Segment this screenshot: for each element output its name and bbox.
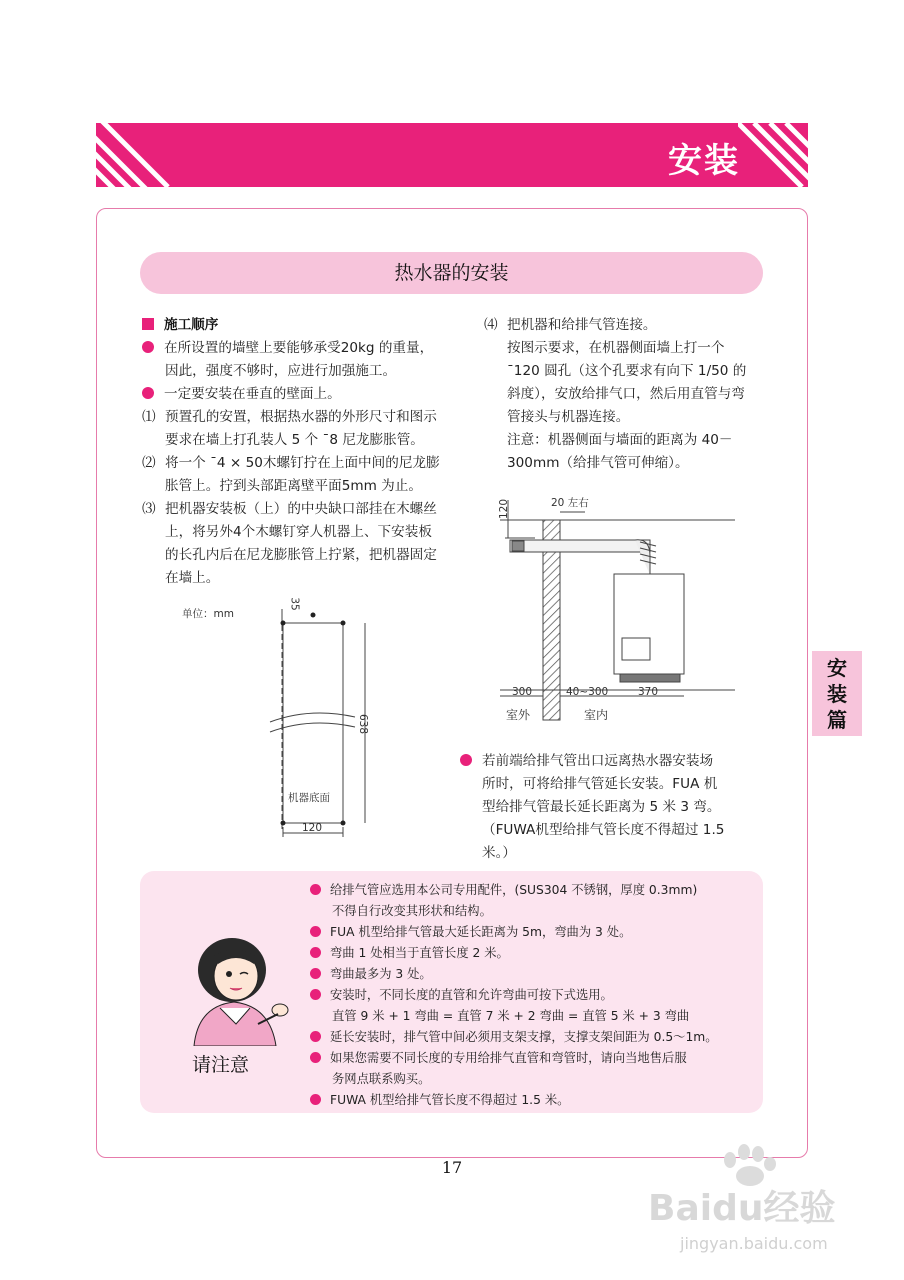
banner-stripes-right — [738, 123, 808, 187]
extension-note: 若前端给排气管出口远离热水器安装场 所时，可将给排气管延长安装。FUA 机 型给排气管最长延长距离为 5 米 3 弯。 （FUWA机型给排气管长度不得超过 1.5 米。） — [460, 750, 724, 865]
dim-height: 638 — [357, 713, 370, 735]
caution-character-illustration — [180, 928, 290, 1046]
bullet-icon — [142, 341, 154, 353]
banner-stripes-left — [96, 123, 176, 187]
step-3-continuation: 上，将另外4个木螺钉穿人机器上、下安装板 — [165, 524, 432, 540]
bullet-icon — [310, 968, 321, 979]
step-4: ⑷ 把机器和给排气管连接。 — [484, 317, 657, 333]
bullet-icon — [310, 1094, 321, 1105]
caution-list — [310, 880, 750, 1111]
construction-steps — [142, 314, 472, 590]
list-item-continuation: 不得自行改变其形状和结构。 — [332, 904, 492, 918]
bullet-icon — [310, 1031, 321, 1042]
step-4-continuation: 注意：机器侧面与墙面的距离为 40－ — [507, 432, 733, 448]
label-indoor: 室内 — [584, 708, 609, 722]
list-item: 在所设置的墙壁上要能够承受20kg 的重量， — [142, 337, 472, 360]
step-1: ⑴ 预置孔的安置，根据热水器的外形尺寸和图示 — [142, 409, 437, 425]
list-item: 弯曲 1 处相当于直管长度 2 米。 — [310, 943, 750, 964]
bullet-icon — [310, 989, 321, 1000]
step-4-continuation: 按图示要求，在机器侧面墙上打一个 — [507, 340, 725, 356]
step-4-continuation: ¯120 圆孔（这个孔要求有向下 1/50 的 — [507, 363, 747, 379]
list-item-continuation: 直管 9 米 + 1 弯曲 = 直管 7 米 + 2 弯曲 = 直管 5 米 + 3 弯曲 — [332, 1009, 690, 1023]
list-item: 一定要安装在垂直的壁面上。 — [142, 383, 472, 406]
chapter-title: 安装 — [668, 141, 740, 181]
page-number: 17 — [441, 1158, 463, 1177]
unit-bottom-label: 机器底面 — [288, 792, 330, 804]
dim-width: 120 — [302, 822, 323, 834]
list-item: FUWA 机型给排气管长度不得超过 1.5 米。 — [310, 1090, 750, 1111]
dim-vertical: 120 — [498, 498, 511, 520]
bullet-icon — [310, 926, 321, 937]
steps-heading: 施工顺序 — [142, 314, 472, 337]
list-item: 延长安装时，排气管中间必须用支架支撑，支撑支架间距为 0.5～1m。 — [310, 1027, 750, 1048]
bullet-icon — [310, 884, 321, 895]
list-item: 弯曲最多为 3 处。 — [310, 964, 750, 985]
bullet-icon — [142, 387, 154, 399]
list-item: 如果您需要不同长度的专用给排气直管和弯管时，请向当地售后服 — [310, 1048, 750, 1069]
step-1-continuation: 要求在墙上打孔装人 5 个 ¯8 尼龙膨胀管。 — [165, 432, 424, 448]
dim-top-offset: 35 — [288, 597, 301, 611]
side-tab-char: 安 — [827, 655, 847, 680]
step-2-continuation: 胀管上。拧到头部距离壁平面5mm 为止。 — [165, 478, 422, 494]
list-item-continuation: 因此，强度不够时，应进行加强施工。 — [165, 363, 397, 379]
section-title: 热水器的安装 — [140, 252, 763, 294]
dim-gap: 40~300 — [566, 686, 609, 698]
side-tab-char: 装 — [827, 681, 847, 706]
dim-unit-width: 370 — [638, 686, 659, 698]
square-bullet-icon — [142, 318, 154, 330]
dim-outdoor: 300 — [512, 686, 533, 698]
list-item: 安装时，不同长度的直管和允许弯曲可按下式选用。 — [310, 985, 750, 1006]
watermark-url: jingyan.baidu.com — [680, 1234, 828, 1253]
watermark-logo-text: Baidu经验 — [648, 1188, 836, 1229]
chapter-side-tab[interactable] — [812, 651, 862, 736]
list-item: 给排气管应选用本公司专用配件，(SUS304 不锈钢，厚度 0.3mm) — [310, 880, 750, 901]
step-4-continuation: 300mm（给排气管可伸缩）。 — [507, 455, 689, 471]
step-3: ⑶ 把机器安装板（上）的中央缺口部挂在木螺丝 — [142, 501, 437, 517]
label-outdoor: 室外 — [506, 708, 531, 722]
pipe-connection-step — [484, 314, 774, 475]
bullet-icon — [310, 947, 321, 958]
step-3-continuation: 的长孔内后在尼龙膨胀管上拧紧，把机器固定 — [165, 547, 437, 563]
bullet-icon — [460, 754, 472, 766]
dim-top-clearance: 20 左右 — [551, 497, 589, 509]
bullet-icon — [310, 1052, 321, 1063]
list-item: FUA 机型给排气管最大延长距离为 5m，弯曲为 3 处。 — [310, 922, 750, 943]
side-tab-char: 篇 — [827, 707, 847, 732]
list-item-continuation: 务网点联系购买。 — [332, 1072, 431, 1086]
step-2: ⑵ 将一个 ¯4 × 50木螺钉拧在上面中间的尼龙膨 — [142, 455, 440, 471]
step-4-continuation: 管接头与机器连接。 — [507, 409, 630, 425]
step-4-continuation: 斜度），安放给排气口，然后用直管与弯 — [507, 386, 745, 402]
caution-label: 请注意 — [192, 1054, 250, 1076]
step-3-continuation: 在墙上。 — [165, 570, 220, 586]
chapter-banner — [96, 123, 808, 187]
unit-label: 单位：mm — [182, 608, 234, 620]
